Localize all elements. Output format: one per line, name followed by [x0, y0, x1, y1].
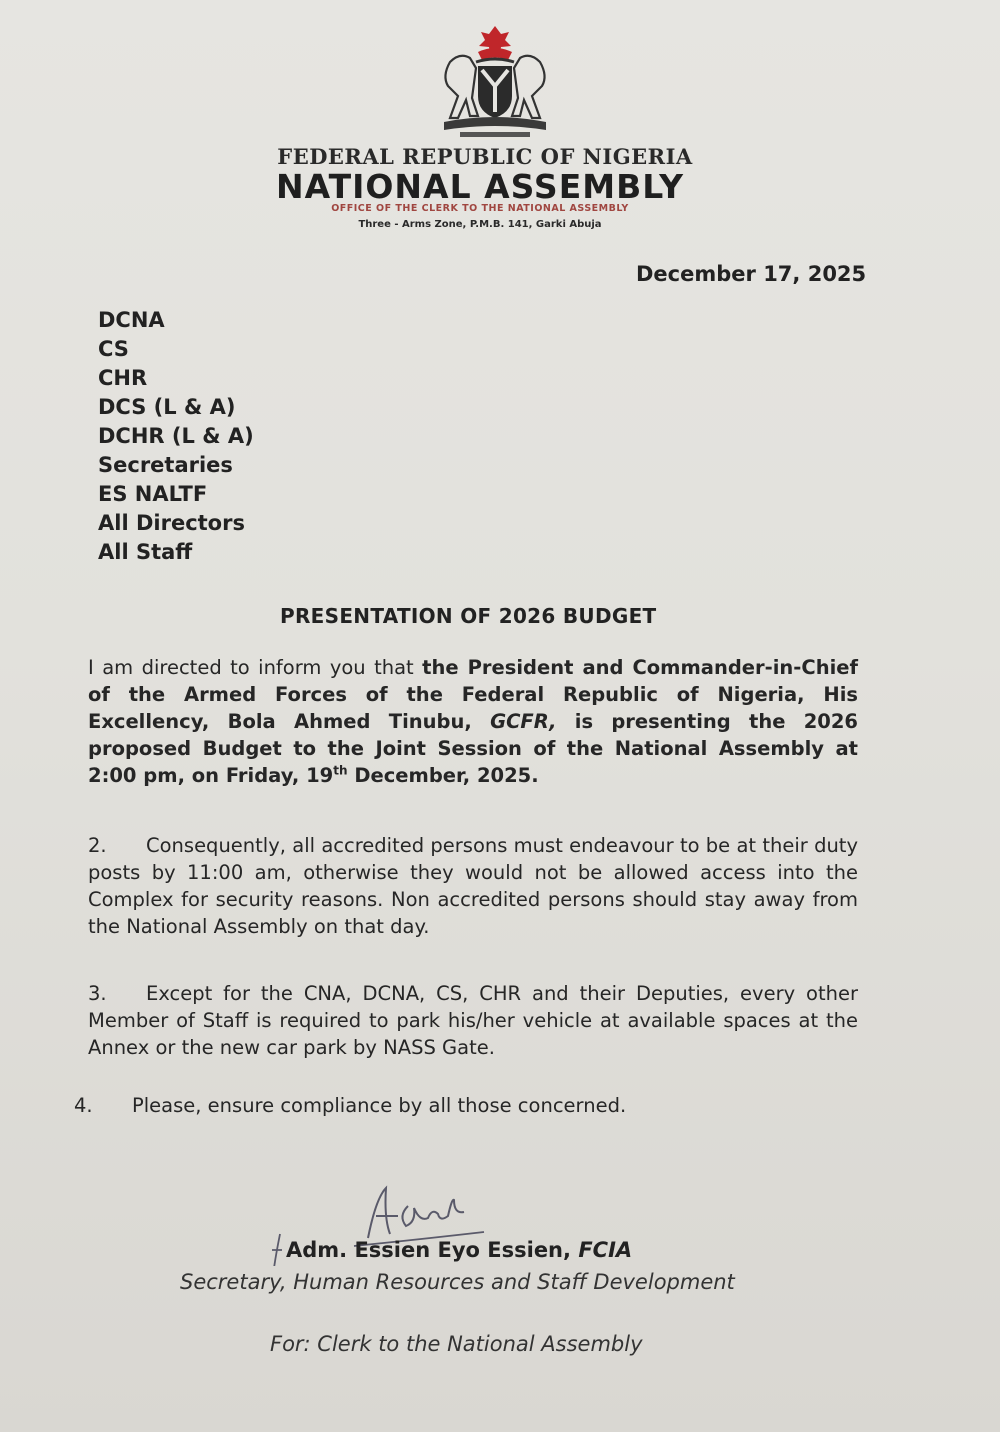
paragraph-number: 4. — [74, 1094, 93, 1117]
recipient-item: All Directors — [98, 511, 245, 535]
letter-date: December 17, 2025 — [636, 262, 867, 286]
p1-bold-a: the President and Commander-in-Chief of the Armed Forces of the Federal Republic of Nigeria, His Excellency, Bola Ahmed Tinubu, — [88, 656, 858, 733]
coat-of-arms-icon — [420, 22, 570, 142]
paragraph-1 — [88, 654, 858, 789]
letterhead-assembly: NATIONAL ASSEMBLY — [275, 167, 685, 206]
recipient-item: DCHR (L & A) — [98, 424, 254, 448]
recipient-item: ES NALTF — [98, 482, 208, 506]
signer-name-text: Adm. Essien Eyo Essien, — [286, 1238, 579, 1262]
paragraph-2 — [88, 832, 858, 940]
paragraph-3 — [88, 980, 858, 1061]
letterhead-republic: FEDERAL REPUBLIC OF NIGERIA — [277, 144, 693, 169]
recipient-item: Secretaries — [98, 453, 233, 477]
paragraph-text: Except for the CNA, DCNA, CS, CHR and their Deputies, every other Member of Staff is required to park his/her vehicle at available spaces at the Annex or the new car park by NASS Gate. — [88, 982, 858, 1059]
recipient-item: DCS (L & A) — [98, 395, 236, 419]
letterhead-office: OFFICE OF THE CLERK TO THE NATIONAL ASSEMBLY — [331, 203, 629, 214]
p1-bold-c: December, 2025. — [347, 764, 539, 787]
paragraph-text: Please, ensure compliance by all those concerned. — [132, 1094, 627, 1117]
p1-sup: th — [333, 763, 348, 778]
signer-honorific: FCIA — [578, 1238, 633, 1262]
paragraph-number: 2. — [88, 834, 107, 857]
letterhead-address: Three - Arms Zone, P.M.B. 141, Garki Abuja — [358, 219, 602, 230]
recipient-item: DCNA — [98, 308, 165, 332]
paragraph-number: 3. — [88, 982, 107, 1005]
p1-bold-b: is presenting the 2026 proposed Budget to the Joint Session of the National Assembly at 2:00 pm, on Friday, 19 — [88, 710, 858, 787]
paragraph-text: Consequently, all accredited persons must endeavour to be at their duty posts by 11:00 am, otherwise they would not be allowed access into the Complex for security reasons. Non accredited persons should stay away from the National Assembly on that day. — [88, 834, 858, 938]
signed-for-line: For: Clerk to the National Assembly — [270, 1332, 643, 1356]
p1-intro: I am directed to inform you that — [88, 656, 423, 679]
signer-title: Secretary, Human Resources and Staff Development — [180, 1270, 735, 1294]
recipient-list — [98, 306, 254, 567]
p1-honorific: GCFR, — [490, 710, 557, 733]
paragraph-4 — [74, 1092, 844, 1119]
recipient-item: CS — [98, 337, 129, 361]
signer-name — [286, 1238, 632, 1262]
recipient-item: CHR — [98, 366, 148, 390]
letter-subject: PRESENTATION OF 2026 BUDGET — [280, 604, 657, 628]
recipient-item: All Staff — [98, 540, 193, 564]
